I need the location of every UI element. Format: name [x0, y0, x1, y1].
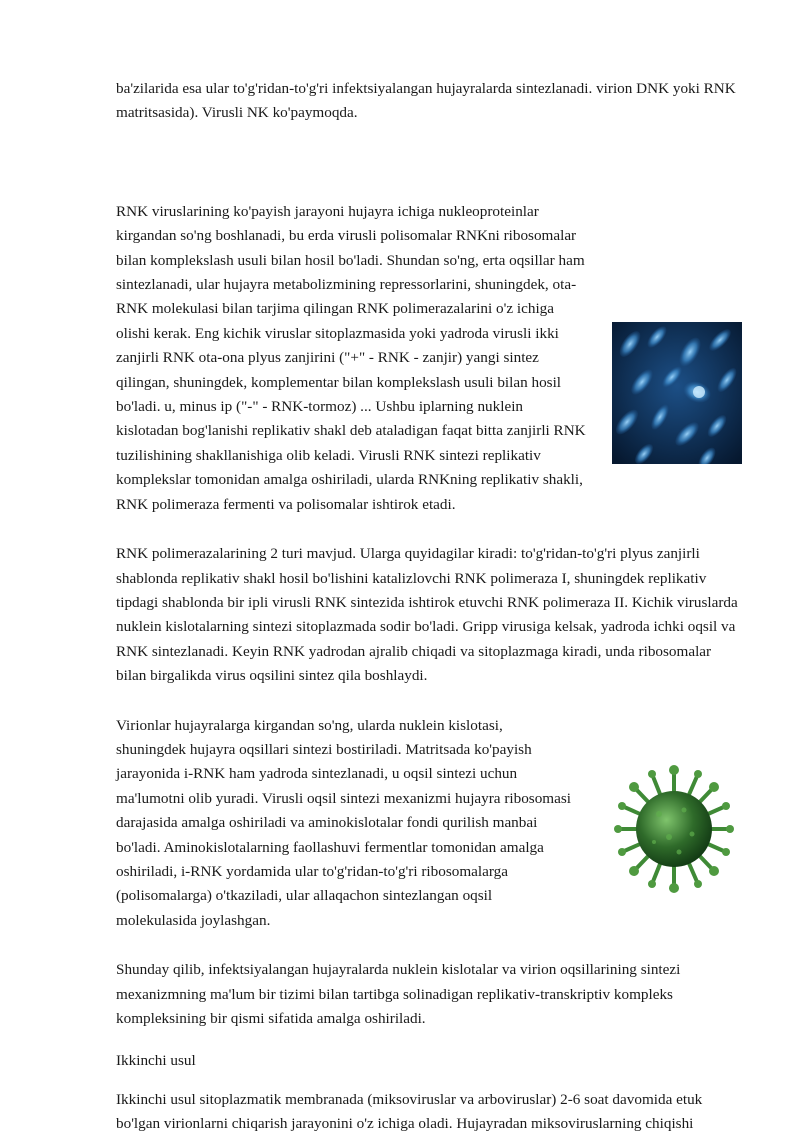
section-heading-second-method: Ikkinchi usul: [116, 1052, 196, 1070]
paragraph-second-method: Ikkinchi usul sitoplazmatik membranada (miksoviruslar va arboviruslar) 2-6 soat davomida etuk bo'lgan virionlarni chiqarish jarayonini o'z ichiga oladi. Hujayradan miksoviruslarning chiqishi: [116, 1090, 703, 1133]
paragraph-rna-replication: RNK viruslarining ko'payish jarayoni hujayra ichiga nukleoproteinlar kirgandan so'ng boshlanadi, bu erda virusli polisomalar RNKni ribosomalar bilan komplekslash usuli bilan hosil bo'ladi. Shundan so'ng, erta oqsillar ham sintezlanadi, ular hujayra metabolizmining repressorlarini, shuningdek, ota-RNK molekulasi bilan tarjima qilingan RNK polimerazalarini o'z ichiga olishi kerak. Eng kichik viruslar sitoplazmasida yoki yadroda virusli ikki zanjirli RNK ota-ona plyus zanjirini ("+" - RNK - zanjir) yangi sintez qilingan, shuningdek, komplementar bilan komplekslash usuli bilan hosil bo'ladi. u, minus ip ("-" - RNK-tormoz) ... Ushbu iplarning nuklein kislotadan bog'lanishi replikativ shakl deb ataladigan faqat bitta zanjirli RNK tuzilishining shakllanishiga olib keladi. Virusli RNK sintezi replikativ komplekslar tomonidan amalga oshiriladi, ularda RNKning replikativ shakli, RNK polimeraza fermenti va polisomalar ishtirok etadi.: [116, 202, 586, 513]
virion-section: [116, 714, 742, 934]
paragraph-intro: ba'zilarida esa ular to'g'ridan-to'g'ri infektsiyalangan hujayralarda sintezlanadi. virion DNK yoki RNK matritsasida). Virusli NK ko'paymoqda.: [116, 80, 736, 122]
document-page: [116, 77, 742, 1137]
microscopy-cells-image: [612, 322, 742, 464]
paragraph-rna-polymerases: RNK polimerazalarining 2 turi mavjud. Ularga quyidagilar kiradi: to'g'ridan-to'g'ri plyus zanjirli shablonda replikativ shakl hosil bo'lishini katalizlovchi RNK polimeraza I, shuningdek replikativ tipdagi shablonda bir ipli virusli RNK sintezida ishtirok etuvchi RNK polimeraza II. Kichik viruslarda nuklein kislotalarning sintezi sitoplazmada sodir bo'ladi. Gripp virusiga kelsak, yadroda ichki oqsil va RNK sintezlanadi. Keyin RNK yadrodan ajralib chiqadi va sitoplazmaga kiradi, unda ribosomalar bilan birgalikda virus oqsilini sintez qila boshlaydi.: [116, 545, 738, 685]
paragraph-summary: Shunday qilib, infektsiyalangan hujayralarda nuklein kislotalar va virion oqsillarining sintezi mexanizmning ma'lum bir tizimi bilan tartibga solinadigan replikativ-transkriptiv kompleks kompleksining bir qismi sifatida amalga oshiriladi.: [116, 961, 681, 1027]
virus-illustration-image: [614, 762, 734, 896]
paragraph-virion-synthesis: Virionlar hujayralarga kirgandan so'ng, ularda nuklein kislotasi, shuningdek hujayra oqsillari sintezi bostiriladi. Matritsada ko'payish jarayonida i-RNK ham yadroda sintezlanadi, u oqsil sintezi uchun ma'lumotni olib yuradi. Virusli oqsil sintezi mexanizmi hujayra ribosomasi darajasida amalga oshiriladi va aminokislotalar fondi qurilish manbai bo'ladi. Aminokislotalarning faollashuvi fermentlar tomonidan amalga oshiriladi, i-RNK yordamida ular to'g'ridan-to'g'ri ribosomalarga (polisomalarga) o'tkaziladi, ular allaqachon sintezlangan oqsil molekulasida joylashgan.: [116, 716, 571, 929]
rna-section: [116, 200, 742, 517]
